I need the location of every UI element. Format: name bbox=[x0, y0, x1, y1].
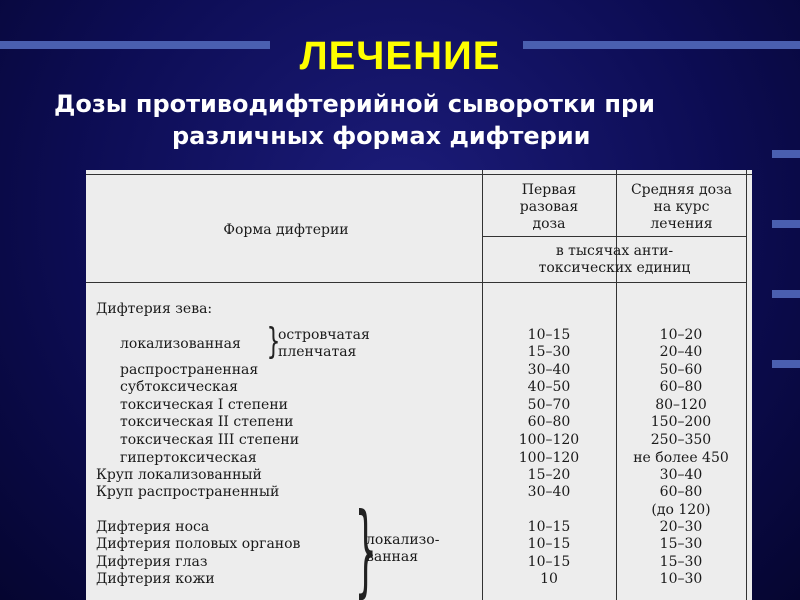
brace-icon: } bbox=[266, 321, 281, 362]
table-row-course-dose: 80–120 bbox=[655, 397, 707, 413]
decorative-stripe bbox=[772, 290, 800, 298]
table-row-course-dose: не более 450 bbox=[633, 450, 729, 466]
header-divider bbox=[482, 236, 746, 237]
header-course-dose: Средняя доза на курс лечения bbox=[630, 182, 733, 232]
table-row-name: токсическая III степени bbox=[120, 432, 300, 448]
group-label-zev: Дифтерия зева: bbox=[96, 301, 213, 317]
header-bottom-border bbox=[86, 282, 746, 283]
table-row-course-dose: 20–30 bbox=[659, 519, 703, 535]
table-row-first-dose: 100–120 bbox=[518, 450, 580, 466]
table-row-course-dose: (до 120) bbox=[651, 502, 711, 518]
header-form: Форма дифтерии bbox=[223, 222, 349, 238]
table-row-name: Дифтерия половых органов bbox=[96, 536, 301, 552]
sub-island-label: островчатая bbox=[278, 327, 370, 343]
table-row-name: токсическая II степени bbox=[120, 414, 294, 430]
sub-film-label: пленчатая bbox=[278, 344, 357, 360]
localized-group-label: локализо- ванная bbox=[366, 532, 440, 565]
header-units: в тысячах анти- токсических единиц bbox=[538, 243, 691, 276]
table-right-border bbox=[746, 170, 747, 600]
table-row-course-dose: 250–350 bbox=[650, 432, 712, 448]
table-row-course-dose: 50–60 bbox=[659, 362, 703, 378]
table-row-name: Дифтерия глаз bbox=[96, 554, 208, 570]
table-row-course-dose: 60–80 bbox=[659, 484, 703, 500]
slide-subtitle bbox=[54, 88, 754, 152]
table-row-course-dose: 20–40 bbox=[659, 344, 703, 360]
header-first-dose: Первая разовая доза bbox=[519, 182, 579, 232]
dosage-table-scan bbox=[86, 170, 752, 600]
table-row-name: Дифтерия кожи bbox=[96, 571, 215, 587]
table-row-first-dose: 40–50 bbox=[527, 379, 571, 395]
decorative-stripe bbox=[772, 220, 800, 228]
table-row-name: субтоксическая bbox=[120, 379, 238, 395]
table-row-course-dose: 15–30 bbox=[659, 536, 703, 552]
table-row-course-dose: 10–30 bbox=[659, 571, 703, 587]
slide-title: ЛЕЧЕНИЕ bbox=[299, 34, 501, 78]
table-top-border bbox=[86, 174, 752, 175]
table-row-first-dose: 30–40 bbox=[527, 362, 571, 378]
table-row-first-dose: 10–15 bbox=[527, 519, 571, 535]
subtitle-line-1: Дозы противодифтерийной сыворотки при bbox=[54, 90, 655, 118]
table-row-first-dose: 10–15 bbox=[527, 554, 571, 570]
column-divider bbox=[482, 170, 483, 600]
brace-icon: } bbox=[354, 491, 377, 600]
decorative-stripe bbox=[772, 150, 800, 158]
decorative-stripe bbox=[772, 360, 800, 368]
table-row-name: Дифтерия носа bbox=[96, 519, 210, 535]
table-row-course-dose: 60–80 bbox=[659, 379, 703, 395]
table-row-name: токсическая I степени bbox=[120, 397, 288, 413]
table-row-name: Круп локализованный bbox=[96, 467, 262, 483]
table-row-first-dose: 10 bbox=[540, 571, 558, 587]
table-row-course-dose: 10–20 bbox=[659, 327, 703, 343]
table-row-name: гипертоксическая bbox=[120, 450, 257, 466]
table-row-first-dose: 15–20 bbox=[527, 467, 571, 483]
table-row-first-dose: 50–70 bbox=[527, 397, 571, 413]
table-row-first-dose: 10–15 bbox=[527, 536, 571, 552]
table-row-first-dose: 100–120 bbox=[518, 432, 580, 448]
subtitle-line-2: различных формах дифтерии bbox=[172, 122, 591, 150]
table-row-course-dose: 15–30 bbox=[659, 554, 703, 570]
table-row-first-dose: 10–15 bbox=[527, 327, 571, 343]
table-row-name: распространенная bbox=[120, 362, 259, 378]
localized-label: локализованная bbox=[120, 336, 241, 352]
table-row-first-dose: 15–30 bbox=[527, 344, 571, 360]
table-row-course-dose: 30–40 bbox=[659, 467, 703, 483]
table-row-name: Круп распространенный bbox=[96, 484, 280, 500]
table-row-first-dose: 60–80 bbox=[527, 414, 571, 430]
table-row-first-dose: 30–40 bbox=[527, 484, 571, 500]
table-row-course-dose: 150–200 bbox=[650, 414, 712, 430]
